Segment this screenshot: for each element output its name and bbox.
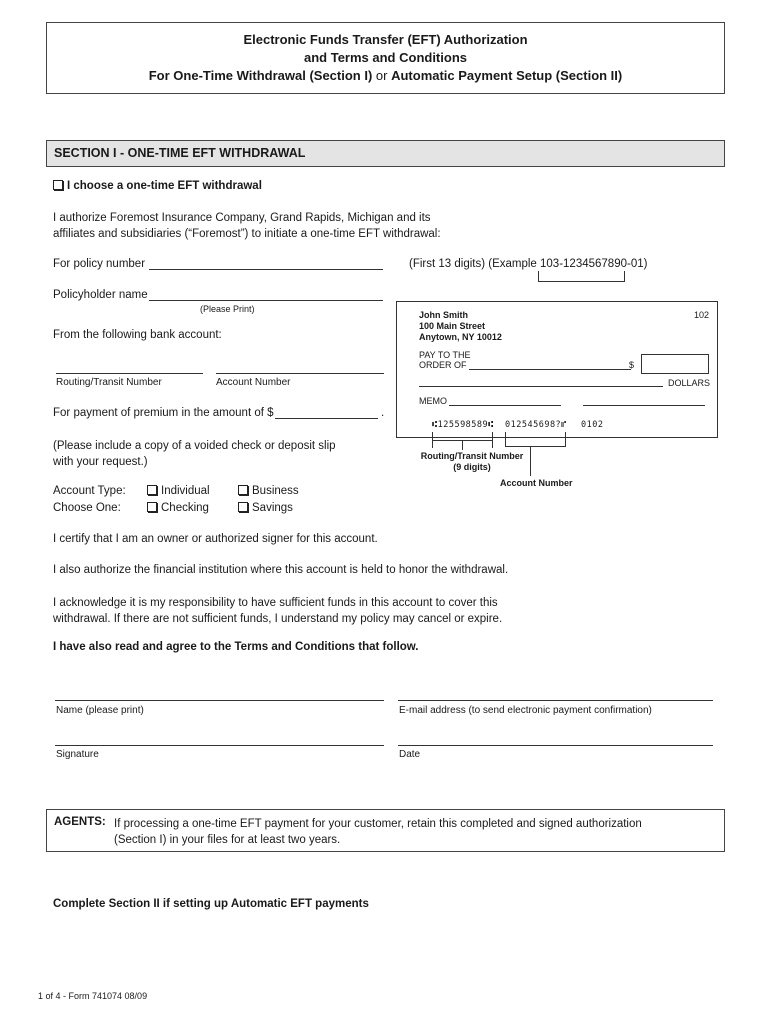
option-savings-label: Savings [252, 502, 293, 514]
check-owner-city: Anytown, NY 10012 [419, 332, 502, 342]
acknowledge-line1: I acknowledge it is my responsibility to have sufficient funds in this account to cover this [53, 597, 498, 609]
agents-label: AGENTS: [54, 816, 106, 828]
date-field[interactable] [398, 745, 713, 746]
option-checking[interactable] [147, 502, 209, 514]
sample-check [396, 301, 718, 438]
account-callout-line-left [505, 432, 506, 446]
micr-check-number: 0102 [581, 420, 604, 430]
payment-period: . [381, 407, 385, 419]
check-signature-line [583, 405, 705, 406]
account-callout-line-right [565, 432, 566, 446]
acknowledge-text [53, 595, 502, 627]
example-bracket [538, 271, 625, 282]
check-owner-name: John Smith [419, 310, 468, 320]
section-heading-text: SECTION I - ONE-TIME EFT WITHDRAWAL [54, 146, 306, 160]
checkbox-icon[interactable] [147, 502, 157, 512]
routing-callout-line1: Routing/Transit Number [420, 451, 524, 461]
option-savings[interactable] [238, 502, 293, 514]
policy-number-label: For policy number [53, 258, 146, 270]
account-label: Account Number [216, 377, 291, 388]
checkbox-icon[interactable] [238, 502, 248, 512]
account-type-label: Account Type: [53, 485, 126, 497]
page-info: 1 of 4 - Form 741074 08/09 [38, 991, 148, 1001]
voided-line1: (Please include a copy of a voided check or deposit slip [53, 440, 336, 452]
one-time-option[interactable] [53, 180, 262, 192]
account-callout-stem [530, 446, 531, 476]
form-title-line1: Electronic Funds Transfer (EFT) Authorization [243, 32, 528, 47]
check-payee-line [469, 369, 631, 370]
signature-label: Signature [56, 749, 99, 760]
checkbox-icon[interactable] [238, 485, 248, 495]
policy-hint-prefix: (First 13 digits) (Example [409, 258, 541, 270]
form-title-line3 [47, 67, 724, 85]
payment-label: For payment of premium in the amount of $ [53, 407, 274, 419]
section-heading [46, 140, 725, 167]
choose-one-label: Choose One: [53, 502, 121, 514]
option-individual[interactable] [147, 485, 210, 497]
bank-account-label: From the following bank account: [53, 329, 222, 341]
routing-callout [420, 451, 524, 473]
check-memo-line [449, 405, 561, 406]
agree-text: I have also read and agree to the Terms and Conditions that follow. [53, 641, 419, 653]
payment-amount-field[interactable] [275, 418, 378, 419]
policyholder-label: Policyholder name [53, 289, 148, 301]
policy-hint-example: 103-1234567890-01) [540, 258, 648, 270]
authorize-line1: I authorize Foremost Insurance Company, Grand Rapids, Michigan and its [53, 212, 431, 224]
complete-section2-note: Complete Section II if setting up Automatic EFT payments [53, 898, 369, 910]
micr-account: 012545698?⑈ [505, 420, 567, 430]
routing-callout-stem [462, 440, 463, 450]
date-label: Date [399, 749, 421, 760]
check-dollars-label: DOLLARS [668, 378, 711, 388]
name-label: Name (please print) [56, 705, 144, 716]
checkbox-icon[interactable] [53, 180, 63, 190]
check-number: 102 [693, 310, 709, 320]
routing-label: Routing/Transit Number [56, 377, 162, 388]
one-time-label: I choose a one-time EFT withdrawal [67, 180, 262, 192]
authorize-paragraph [53, 210, 441, 242]
check-amount-box [641, 354, 709, 374]
option-individual-label: Individual [161, 485, 210, 497]
pay-to-line2: ORDER OF [419, 360, 467, 370]
agents-text-line2: (Section I) in your files for at least two years. [114, 834, 341, 846]
agents-text [114, 816, 642, 848]
email-label: E-mail address (to send electronic payment confirmation) [399, 705, 652, 716]
account-field[interactable] [216, 373, 384, 374]
policy-number-field[interactable] [149, 269, 383, 270]
check-pay-to [419, 350, 471, 370]
option-business[interactable] [238, 485, 299, 497]
check-dollar-sign: $ [629, 360, 635, 370]
check-owner-street: 100 Main Street [419, 321, 486, 331]
account-callout: Account Number [500, 478, 573, 488]
agents-text-line1: If processing a one-time EFT payment for your customer, retain this completed and signed authorization [114, 818, 642, 830]
voided-check-note [53, 438, 336, 470]
name-field[interactable] [55, 700, 384, 701]
authorize-line2: affiliates and subsidiaries (“Foremost”) to initiate a one-time EFT withdrawal: [53, 228, 441, 240]
title-or: or [372, 68, 392, 83]
option-checking-label: Checking [161, 502, 209, 514]
check-memo-label: MEMO [419, 396, 447, 406]
acknowledge-line2: withdrawal. If there are not sufficient funds, I understand my policy may cancel or expire. [53, 613, 503, 625]
form-header [46, 22, 725, 94]
agents-note [46, 809, 725, 852]
option-business-label: Business [252, 485, 299, 497]
check-owner [419, 310, 502, 343]
form-title-line2: and Terms and Conditions [304, 50, 467, 65]
checkbox-icon[interactable] [147, 485, 157, 495]
signature-field[interactable] [55, 745, 384, 746]
micr-routing: ⑆125598589⑆ [432, 420, 494, 430]
account-callout-bar [505, 446, 566, 447]
routing-field[interactable] [56, 373, 203, 374]
policyholder-field[interactable] [149, 300, 383, 301]
certify-text: I certify that I am an owner or authorized signer for this account. [53, 533, 378, 545]
please-print-hint: (Please Print) [200, 304, 255, 314]
check-written-amount-line [419, 386, 663, 387]
also-authorize-text: I also authorize the financial institution where this account is held to honor the withdrawal. [53, 564, 509, 576]
pay-to-line1: PAY TO THE [419, 350, 471, 360]
policy-hint [409, 258, 647, 270]
title-section1: For One-Time Withdrawal (Section I) [148, 68, 373, 83]
routing-callout-line2: (9 digits) [453, 462, 491, 472]
title-section2: Automatic Payment Setup (Section II) [391, 68, 623, 83]
voided-line2: with your request.) [53, 456, 148, 468]
email-field[interactable] [398, 700, 713, 701]
